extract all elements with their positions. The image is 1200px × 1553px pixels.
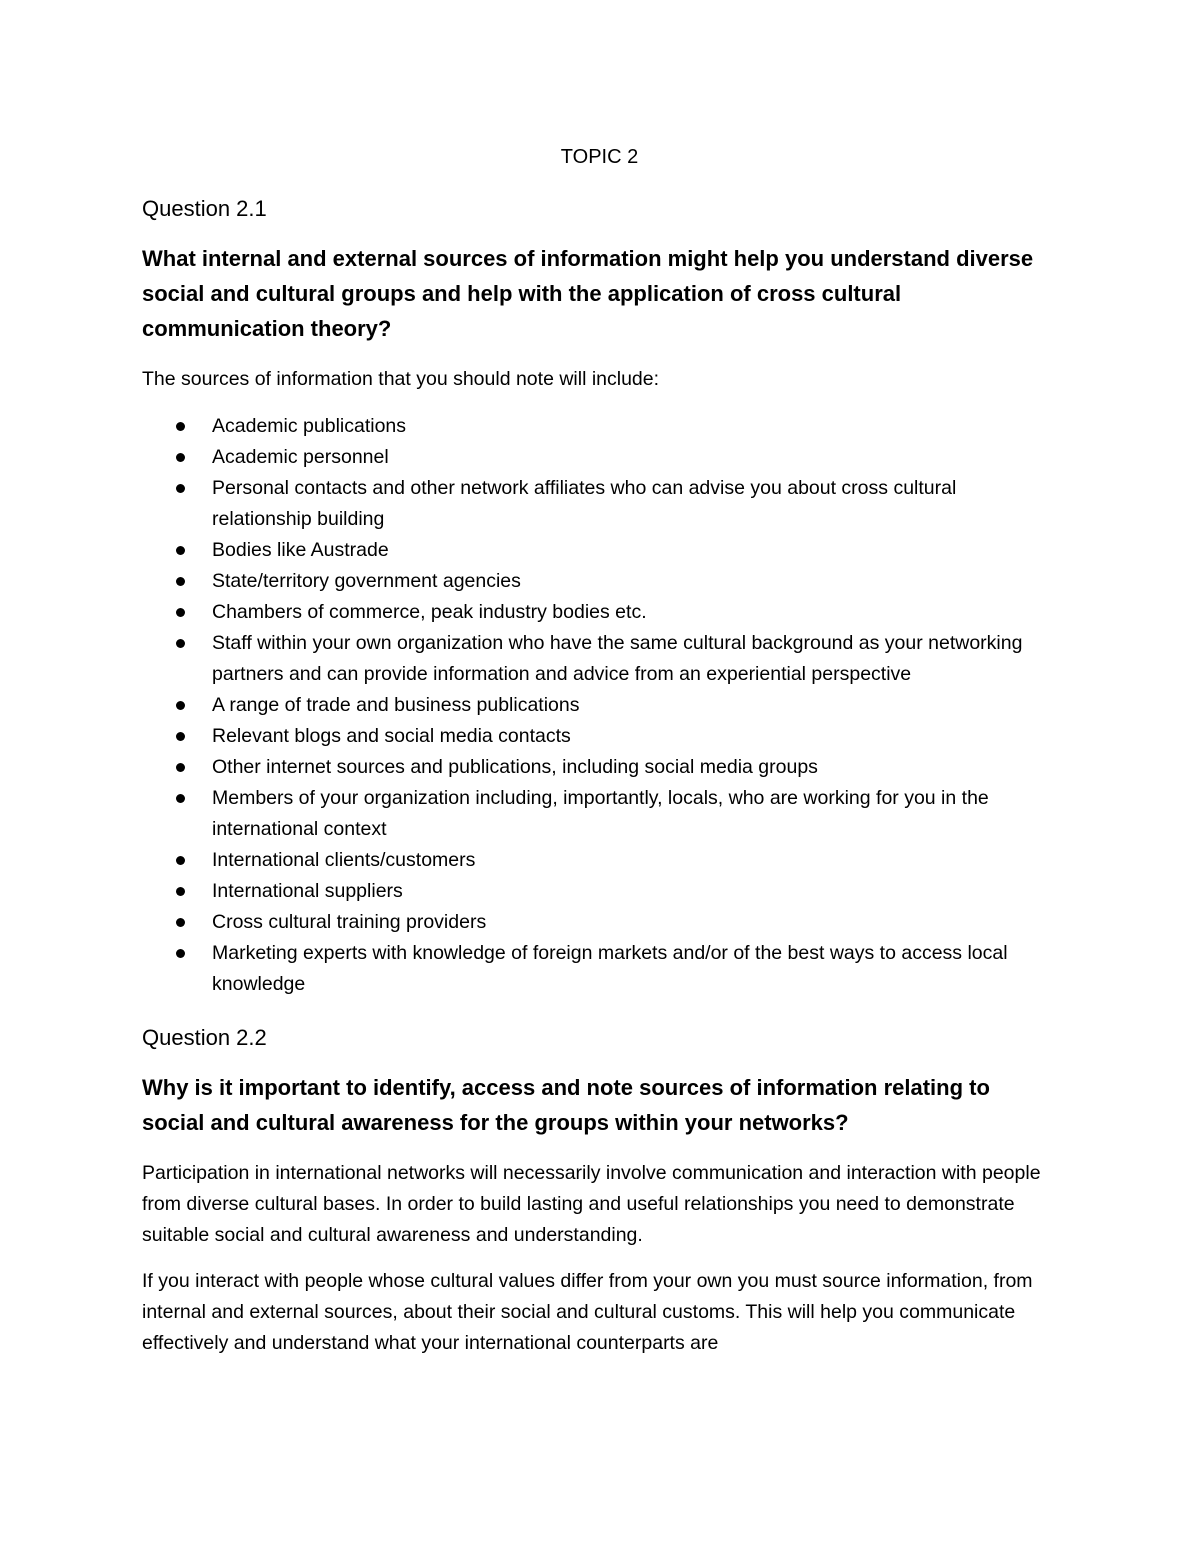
list-item-text: Other internet sources and publications, including social media groups [212,756,818,778]
answer-paragraph-1: Participation in international networks will necessarily involve communication and interaction with people from diverse cultural bases. In order to build lasting and useful relationships you need to demonstrate suitable social and cultural awareness and understanding. [142,1162,1041,1246]
answer-paragraph-2: If you interact with people whose cultural values differ from your own you must source information, from internal and external sources, about their social and cultural customs. This will help you communicate effectively and understand what your international counterparts are [142,1270,1033,1354]
bullet-icon [176,701,185,710]
list-item-text: A range of trade and business publications [212,694,580,716]
list-item-text: International suppliers [212,880,403,902]
list-item [142,535,1057,566]
bullet-icon [176,949,185,958]
list-item [142,845,1057,876]
bullet-icon [176,887,185,896]
list-item [142,442,1057,473]
list-item-text: International clients/customers [212,849,476,871]
list-item [142,566,1057,597]
bullet-icon [176,732,185,741]
list-item [142,721,1057,752]
question-2-2-heading: Why is it important to identify, access and note sources of information relating to social and cultural awareness for the groups within your networks? [142,1075,990,1135]
bullet-icon [176,763,185,772]
bullet-icon [176,484,185,493]
list-item [142,628,1057,690]
list-item-text: Marketing experts with knowledge of foreign markets and/or of the best ways to access local knowledge [212,942,1008,995]
list-item [142,473,1057,535]
bullet-icon [176,918,185,927]
list-item-text: Members of your organization including, importantly, locals, who are working for you in the international context [212,787,989,840]
list-item-text: Academic personnel [212,446,389,468]
bullet-icon [176,546,185,555]
document-body [142,142,1057,1374]
bullet-icon [176,422,185,431]
list-item-text: Chambers of commerce, peak industry bodies etc. [212,601,647,623]
list-item-text: Cross cultural training providers [212,911,487,933]
list-item-text: Academic publications [212,415,407,437]
list-item [142,690,1057,721]
bullet-icon [176,608,185,617]
bullet-icon [176,453,185,462]
topic-title: TOPIC 2 [560,146,639,168]
list-item [142,907,1057,938]
bullet-icon [176,577,185,586]
question-2-1-label: Question 2.1 [142,196,267,221]
list-item [142,597,1057,628]
list-item-text: State/territory government agencies [212,570,521,592]
question-2-2-section [142,1023,1057,1359]
list-item-text: Personal contacts and other network affiliates who can advise you about cross cultural relationship building [212,477,957,530]
list-item-text: Bodies like Austrade [212,539,389,561]
bullet-icon [176,856,185,865]
sources-list [142,411,1057,1000]
bullet-icon [176,639,185,648]
question-2-2-label: Question 2.2 [142,1025,267,1050]
sources-intro: The sources of information that you should note will include: [142,368,660,390]
question-2-1-section [142,194,1057,1000]
bullet-icon [176,794,185,803]
list-item [142,938,1057,1000]
question-2-1-heading: What internal and external sources of information might help you understand diverse social and cultural groups and help with the application of cross cultural communication theory? [142,246,1034,341]
list-item-text: Staff within your own organization who have the same cultural background as your networking partners and can provide information and advice from an experiential perspective [212,632,1023,685]
list-item-text: Relevant blogs and social media contacts [212,725,571,747]
list-item [142,752,1057,783]
list-item [142,783,1057,845]
list-item [142,411,1057,442]
list-item [142,876,1057,907]
